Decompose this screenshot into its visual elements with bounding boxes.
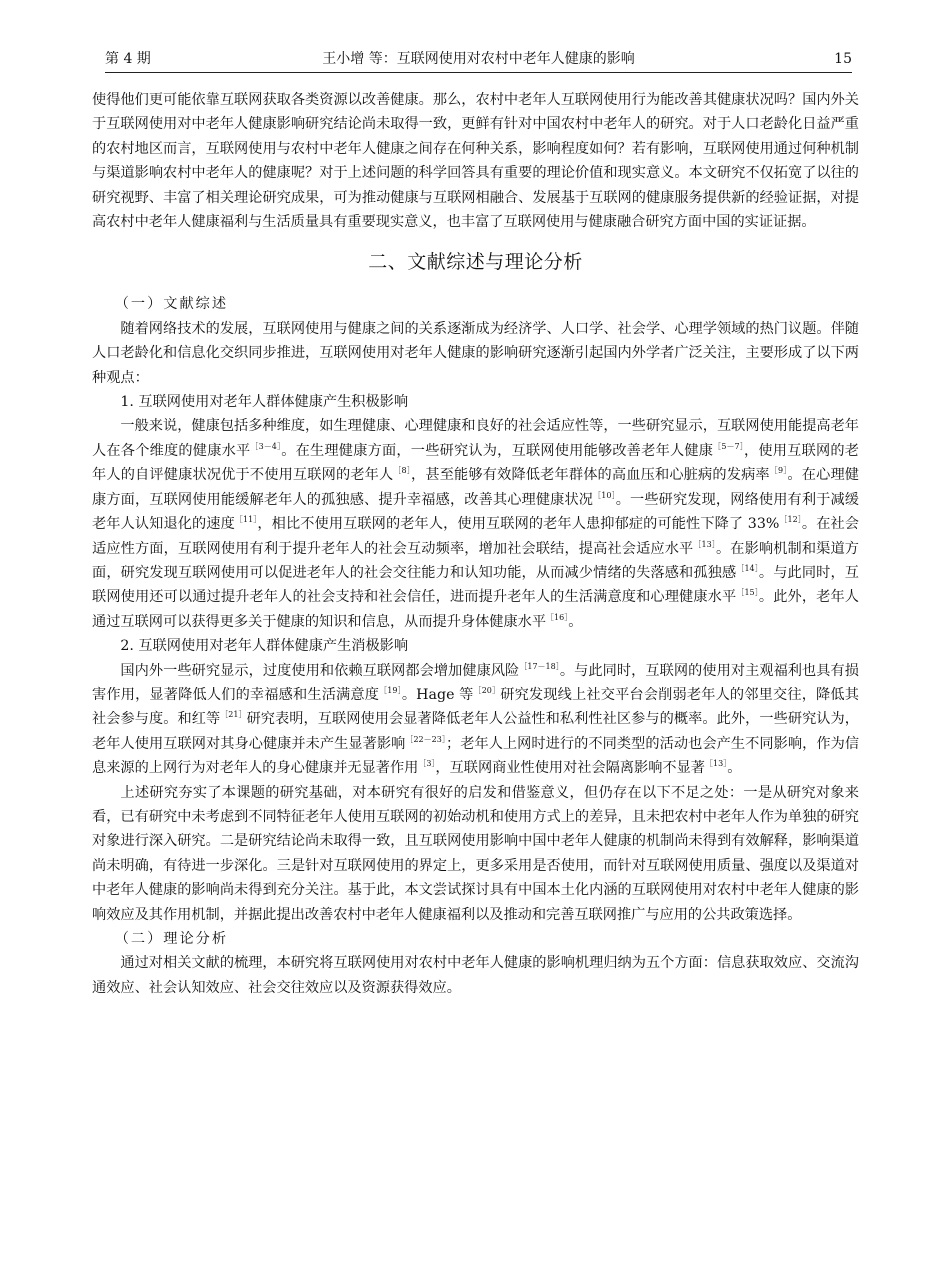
citation: ［22－23］ — [405, 734, 446, 744]
citation: ［13］ — [705, 759, 728, 769]
section-heading-literature-theory: 二、文献综述与理论分析 — [368, 251, 583, 274]
text-run: 研究发现线上社交平台会削弱老年人的邻里交往，降低其社会参与度。和红等 — [92, 686, 859, 728]
citation: ［3］ — [418, 759, 436, 769]
text-run: 。与此同时，互联网的使用对主观福利也具有损害作用，显著降低人们的幸福感和生活满意度 — [92, 662, 859, 703]
text-run: ，甚至能够有效降低老年群体的高血压和心脏病的发病率 — [410, 467, 770, 484]
citation: ［9］ — [769, 466, 788, 476]
citation: ［17－18］ — [519, 661, 560, 671]
running-header — [105, 48, 852, 73]
article-body — [92, 88, 859, 1000]
point-heading-negative-effects: 2. 互联网使用对老年人群体健康产生消极影响 — [120, 638, 409, 655]
subsection-heading-theory: （二）理论分析 — [114, 931, 229, 947]
theory-paragraph: 通过对相关文献的梳理，本研究将互联网使用对农村中老年人健康的影响机理归纳为五个方面：信息获取效应、交流沟通效应、社会认知效应、社会交往效应以及资源获得效应。 — [92, 955, 859, 996]
citation: ［5－7］ — [713, 441, 744, 451]
citation: ［14］ — [736, 563, 759, 573]
citation: ［10］ — [593, 490, 616, 500]
citation: ［11］ — [234, 515, 258, 525]
text-run: 研究表明，互联网使用会显著降低老年人公益性和私利性社区参与的概率。此外，一些研究认为，老年人使用互联网对其身心健康并未产生显著影响 — [92, 711, 859, 752]
text-run: 国内外一些研究显示，过度使用和依赖互联网都会增加健康风险 — [120, 662, 520, 679]
research-gap-paragraph: 上述研究夯实了本课题的研究基础，对本研究有很好的启发和借鉴意义，但仍存在以下不足之处：一是从研究对象来看，已有研究中未考虑到不同特征老年人使用互联网的初始动机和使用方式上的差异，且未把农村中老年人作为单独的研究对象进行深入研究。二是研究结论尚未取得一致，且互联网使用影响中国中老年人健康的机制尚未得到有效解释，影响渠道尚未明确，有待进一步深化。三是针对互联网使用的界定上，更多采用是否使用，而针对互联网使用质量、强度以及渠道对中老年人健康的影响尚未得到充分关注。基于此，本文尝试探讨具有中国本土化内涵的互联网使用对农村中老年人健康的影响效应及其作用机制，并据此提出改善农村中老年人健康福利以及推动和完善互联网推广与应用的公共政策选择。 — [92, 784, 859, 923]
literature-intro-paragraph: 随着网络技术的发展，互联网使用与健康之间的关系逐渐成为经济学、人口学、社会学、心理学领域的热门议题。伴随人口老龄化和信息化交织同步推进，互联网使用对老年人健康的影响研究逐渐引起国内外学者广泛关注，主要形成了以下两种观点： — [92, 320, 859, 386]
issue-label: 第 4 期 — [105, 51, 151, 67]
citation: ［15］ — [736, 588, 759, 598]
citation: ［19］ — [379, 685, 402, 695]
text-run: 。与此同时，互联网使用还可以通过提升老年人的社会支持和社会信任，进而提升老年人的生活满意度和心理健康水平 — [92, 564, 859, 606]
text-run: ；老年人上网时进行的不同类型的活动也会产生不同影响，作为信息来源的上网行为对老年人的身心健康并无显著作用 — [92, 735, 860, 777]
text-run: 。在社会适应性方面，互联网使用有利于提升老年人的社会互动频率，增加社会联结，提高社会适应水平 — [92, 516, 859, 557]
text-run: 。在生理健康方面，一些研究认为，互联网使用能够改善老年人健康 — [281, 442, 714, 459]
text-run: 。 — [568, 613, 583, 630]
text-run: ，相比不使用互联网的老年人，使用互联网的老年人患抑郁症的可能性下降了 33% — [257, 516, 780, 533]
citation: ［8］ — [393, 466, 411, 476]
intro-continuation-paragraph: 使得他们更可能依靠互联网获取各类资源以改善健康。那么，农村中老年人互联网使用行为能改善其健康状况吗？国内外关于互联网使用对中老年人健康影响研究结论尚未取得一致，更鲜有针对中国农村中老年人的研究。对于人口老龄化日益严重的农村地区而言，互联网使用与农村中老年人健康之间存在何种关系，影响程度如何？若有影响，互联网使用通过何种机制与渠道影响农村中老年人的健康呢？对于上述问题的科学回答具有重要的理论价值和现实意义。本文研究不仅拓宽了以往的研究视野、丰富了相关理论研究成果，可为推动健康与互联网相融合、发展基于互联网的健康服务提供新的经验证据，对提高农村中老年人健康福利与生活质量具有重要现实意义，也丰富了互联网使用与健康融合研究方面中国的实证证据。 — [92, 92, 859, 231]
text-run: 。一些研究发现，网络使用有利于减缓老年人认知退化的速度 — [92, 491, 859, 533]
text-run: 。Hage 等 — [401, 686, 474, 703]
text-run: 一般来说，健康包括多种维度，如生理健康、心理健康和良好的社会适应性等，一些研究显示，互联网使用能提高老年人在各个维度的健康水平 — [92, 418, 859, 459]
text-run: ，使用互联网的老年人的自评健康状况优于不使用互联网的老年人 — [92, 442, 859, 484]
text-run: 。在心理健康方面，互联网使用能缓解老年人的孤独感、提升幸福感，改善其心理健康状况 — [92, 467, 859, 508]
point-heading-positive-effects: 1. 互联网使用对老年人群体健康产生积极影响 — [120, 394, 409, 411]
text-run: 。在影响机制和渠道方面，研究发现互联网使用可以促进老年人的社会交往能力和认知功能，从而减少情绪的失落感和孤独感 — [92, 540, 859, 581]
positive-effects-paragraph — [92, 414, 859, 634]
citation: ［20］ — [473, 685, 501, 695]
subsection-heading-literature-review: （一）文献综述 — [114, 296, 229, 313]
citation: ［21］ — [220, 710, 247, 720]
citation: ［13］ — [693, 539, 716, 549]
citation: ［12］ — [779, 515, 802, 525]
negative-effects-paragraph — [92, 659, 859, 781]
page-number: 15 — [834, 51, 852, 67]
citation: ［3－4］ — [250, 441, 282, 451]
text-run: 。此外，老年人通过互联网可以获得更多关于健康的知识和信息，从而提升身体健康水平 — [92, 589, 859, 630]
running-title: 王小增 等：互联网使用对农村中老年人健康的影响 — [322, 51, 635, 67]
text-run: ，互联网商业性使用对社会隔离影响不显著 — [435, 760, 705, 777]
text-run: 。 — [727, 760, 742, 777]
citation: ［16］ — [546, 612, 569, 622]
